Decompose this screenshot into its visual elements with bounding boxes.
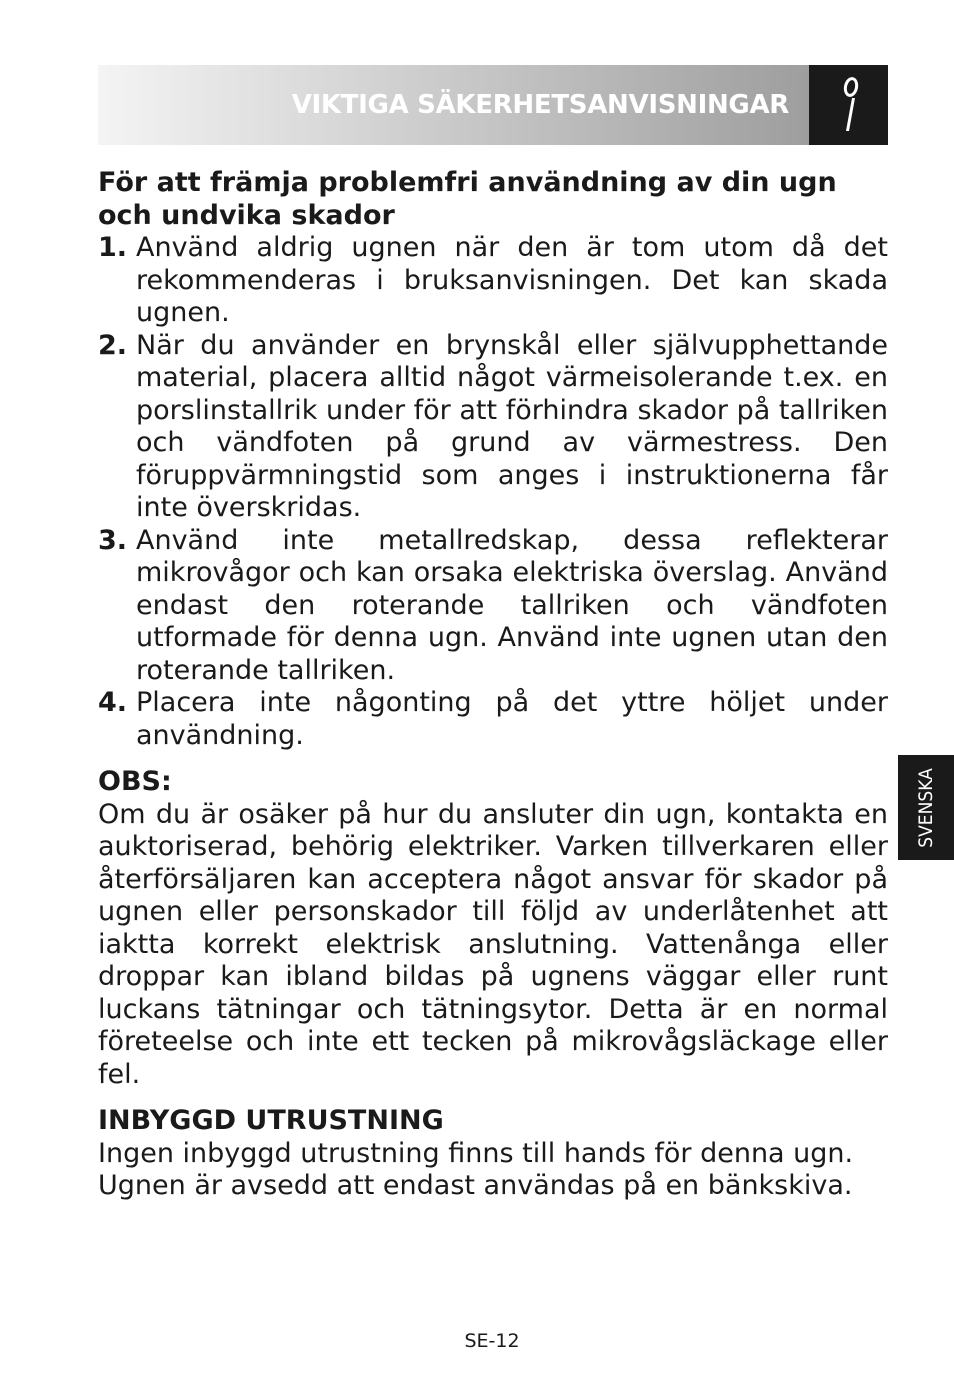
item-text: Använd inte metallredskap, dessa reflekterar mikrovågor och kan orsaka elektriska överslag. Använd endast den roterande tallriken och vändfoten utformade för denna ugn. Använd inte ugnen utan den roterande tallriken. bbox=[136, 524, 888, 686]
intro-heading: För att främja problemfri användning av din ugn och undvika skador bbox=[98, 167, 837, 231]
item-number: 3. bbox=[98, 524, 128, 556]
item-text: När du använder en brynskål eller självupphettande material, placera alltid något värmeisolerande t.ex. en porslinstallrik under för att förhindra skador på tallriken och vändfoten på grund av värmestress. Den föruppvärmningstid som anges i instruktionerna får inte överskridas. bbox=[136, 329, 888, 523]
page-title: VIKTIGA SÄKERHETSANVISNINGAR bbox=[291, 90, 789, 120]
safety-list bbox=[98, 232, 888, 752]
builtin-title: INBYGGD UTRUSTNING bbox=[98, 1105, 444, 1136]
list-item bbox=[98, 232, 888, 330]
item-text: Placera inte någonting på det yttre höljet under användning. bbox=[136, 687, 888, 751]
builtin-line-2: Ugnen är avsedd att endast användas på en bänkskiva. bbox=[98, 1170, 853, 1201]
item-number: 4. bbox=[98, 687, 128, 718]
page-number: SE-12 bbox=[464, 1330, 520, 1352]
list-item bbox=[98, 687, 888, 752]
language-tab-label: SVENSKA bbox=[915, 767, 937, 848]
list-item bbox=[98, 330, 888, 525]
obs-text: Om du är osäker på hur du ansluter din ugn, kontakta en auktoriserad, behörig elektriker. Varken tillverkaren eller återförsäljaren kan acceptera något ansvar för skador på ugnen eller personskador till följd av underlåtenhet att iaktta korrekt elektrisk anslutning. Vattenånga eller droppar kan ibland bildas på ugnens väggar eller runt luckans tätningar och tätningsytor. Detta är en normal företeelse och inte ett tecken på mikrovågsläckage eller fel. bbox=[98, 798, 888, 1090]
item-text: Använd aldrig ugnen när den är tom utom då det rekommenderas i bruksanvisningen. Det kan skada ugnen. bbox=[136, 232, 888, 328]
builtin-line-1: Ingen inbyggd utrustning finns till hands för denna ugn. bbox=[98, 1137, 854, 1169]
obs-title: OBS: bbox=[98, 766, 172, 797]
list-item bbox=[98, 525, 888, 688]
exclamation-icon bbox=[809, 65, 888, 145]
header-bar bbox=[98, 65, 809, 145]
item-number: 2. bbox=[98, 329, 128, 361]
language-tab bbox=[898, 755, 954, 860]
main-content bbox=[98, 166, 888, 1203]
header-icon-box bbox=[809, 65, 888, 145]
item-number: 1. bbox=[98, 232, 128, 263]
